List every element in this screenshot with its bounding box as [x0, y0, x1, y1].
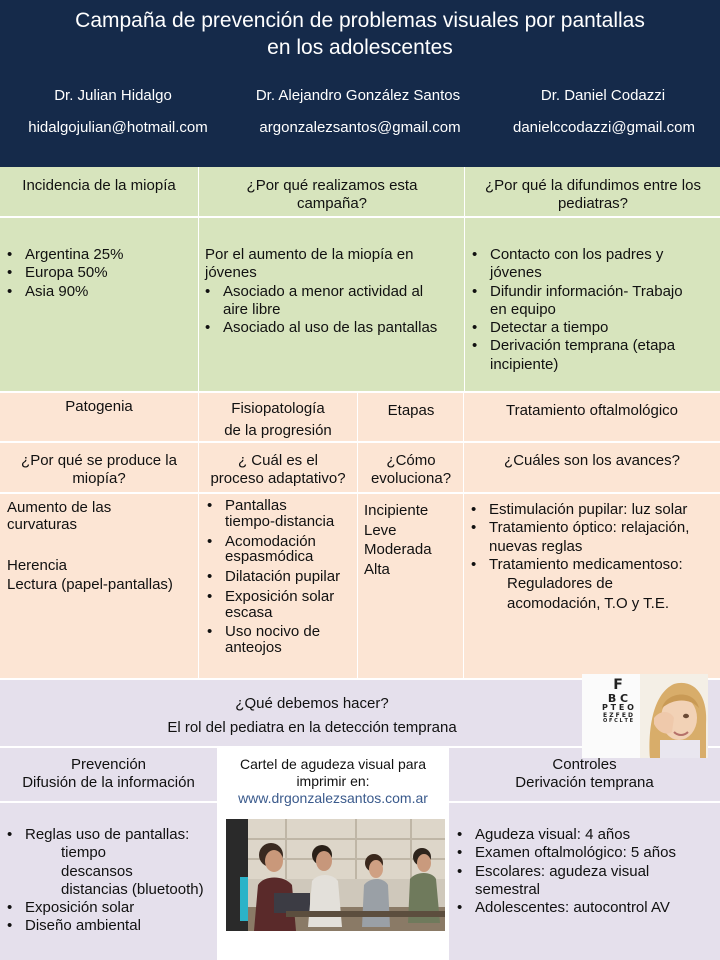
cartel-text: Cartel de agudeza visual para imprimir en: www.drgonzalezsantos.com.ar [217, 756, 449, 807]
list-item: • Pantallas tiempo-distancia [207, 498, 357, 530]
list-item: • Escolares: agudeza visual semestral [457, 863, 717, 900]
list-item: • Detectar a tiempo [472, 319, 718, 337]
classroom-illustration [226, 819, 445, 931]
incidencia-list [7, 246, 197, 301]
author-2-email: argonzalezsantos@gmail.com [259, 119, 461, 136]
list-item: • Tratamiento medicamentoso: [471, 556, 720, 574]
author-1-name: Dr. Julian Hidalgo [54, 87, 172, 104]
prevencion-list [7, 826, 217, 936]
list-item: • Contacto con los padres y jóvenes [472, 246, 718, 283]
cartel-url-link[interactable]: www.drgonzalezsantos.com.ar [238, 790, 428, 807]
divider [464, 167, 465, 391]
list-item: • Argentina 25% [7, 246, 197, 264]
question-como-evoluciona: ¿Cómo evoluciona? [370, 452, 452, 488]
heading-por-que-campana: ¿Por qué realizamos esta campaña? [246, 177, 418, 213]
list-item: • Asia 90% [7, 283, 197, 301]
list-item: Leve [364, 521, 397, 539]
heading-por-que-pediatras: ¿Por qué la difundimos entre los pediatras? [485, 177, 701, 213]
divider [0, 391, 720, 393]
author-3-name: Dr. Daniel Codazzi [540, 87, 666, 104]
heading-incidencia: Incidencia de la miopía [22, 177, 176, 194]
heading-etapas: Etapas [387, 402, 435, 419]
divider [0, 801, 217, 803]
etapas-list [364, 501, 462, 579]
question-proceso-adaptativo: ¿ Cuál es el proceso adaptativo? [210, 452, 346, 488]
eye-chart-image [582, 674, 708, 758]
patogenia-content: Aumento de las curvaturas Herencia Lectura (papel-pantallas) [7, 499, 173, 593]
divider [0, 216, 720, 218]
list-item: • Exposición solar [7, 899, 217, 917]
heading-tratamiento: Tratamiento oftalmológico [505, 402, 679, 419]
controles-list [457, 826, 717, 917]
list-item: • Acomodación espasmódica [207, 534, 357, 566]
divider [0, 492, 720, 494]
question-por-que-miopia: ¿Por qué se produce la miopía? [21, 452, 177, 488]
heading-fisiopatologia: Fisiopatología de la progresión [224, 400, 332, 439]
eye-chart-letters: F B C P T E O E Z F E D O F C L T E [602, 677, 634, 724]
divider [198, 167, 199, 391]
classroom-photo [226, 819, 445, 931]
title-line-1: Campaña de prevención de problemas visuales por pantallas [75, 9, 645, 32]
fisiopatologia-list [207, 498, 357, 656]
controles-heading: Controles Derivación temprana [515, 756, 654, 792]
poster-header [0, 0, 720, 167]
que-hacer-box [0, 692, 624, 740]
list-item: • Asociado al uso de las pantallas [205, 319, 463, 337]
list-item: • Examen oftalmológico: 5 años [457, 844, 717, 862]
question-avances: ¿Cuáles son los avances? [504, 452, 680, 469]
tratamiento-list: • Estimulación pupilar: luz solar • Tratamiento óptico: relajación, nuevas reglas • Tratamiento medicamentoso: Reguladores de acomodación, T.O y T.E. [471, 501, 720, 613]
girl-covering-eye-illustration [582, 674, 708, 758]
campana-reasons: Por el aumento de la miopía en jóvenes • Asociado a menor actividad al aire libre • Asociado al uso de las pantallas [205, 246, 463, 337]
divider [0, 441, 720, 443]
list-item: • Tratamiento óptico: relajación, nuevas reglas [471, 519, 720, 556]
divider [449, 801, 720, 803]
divider [463, 391, 464, 678]
author-3-email: danielccodazzi@gmail.com [513, 119, 695, 136]
prevencion-heading: Prevención Difusión de la información [22, 756, 195, 792]
author-1-email: hidalgojulian@hotmail.com [28, 119, 208, 136]
author-2-name: Dr. Alejandro González Santos [255, 87, 461, 104]
list-item: • Uso nocivo de anteojos [207, 624, 357, 656]
list-item: • Derivación temprana (etapa incipiente) [472, 337, 718, 374]
question-que-hacer: ¿Qué debemos hacer? [235, 695, 389, 712]
list-item: Moderada [364, 541, 432, 558]
rol-pediatra: El rol del pediatra en la detección temprana [167, 719, 457, 736]
title-line-2: en los adolescentes [267, 35, 453, 59]
heading-patogenia: Patogenia [65, 398, 133, 415]
list-item: • Europa 50% [7, 264, 197, 282]
list-item: • Estimulación pupilar: luz solar [471, 501, 720, 519]
list-item: Alta [364, 560, 390, 578]
list-item: • Adolescentes: autocontrol AV [457, 899, 717, 917]
list-item: • Difundir información- Trabajo en equipo [472, 283, 718, 320]
list-item: • Reglas uso de pantallas: tiempo descansos distancias (bluetooth) [7, 826, 217, 899]
poster-title [0, 8, 720, 62]
list-item: • Dilatación pupilar [207, 569, 357, 585]
list-item: Incipiente [364, 502, 429, 519]
list-item: • Diseño ambiental [7, 917, 217, 935]
list-item: • Asociado a menor actividad al aire libre [205, 283, 463, 320]
list-item: • Agudeza visual: 4 años [457, 826, 717, 844]
divider [357, 391, 358, 678]
list-item: • Exposición solar escasa [207, 589, 357, 621]
pediatras-reasons [472, 246, 718, 374]
